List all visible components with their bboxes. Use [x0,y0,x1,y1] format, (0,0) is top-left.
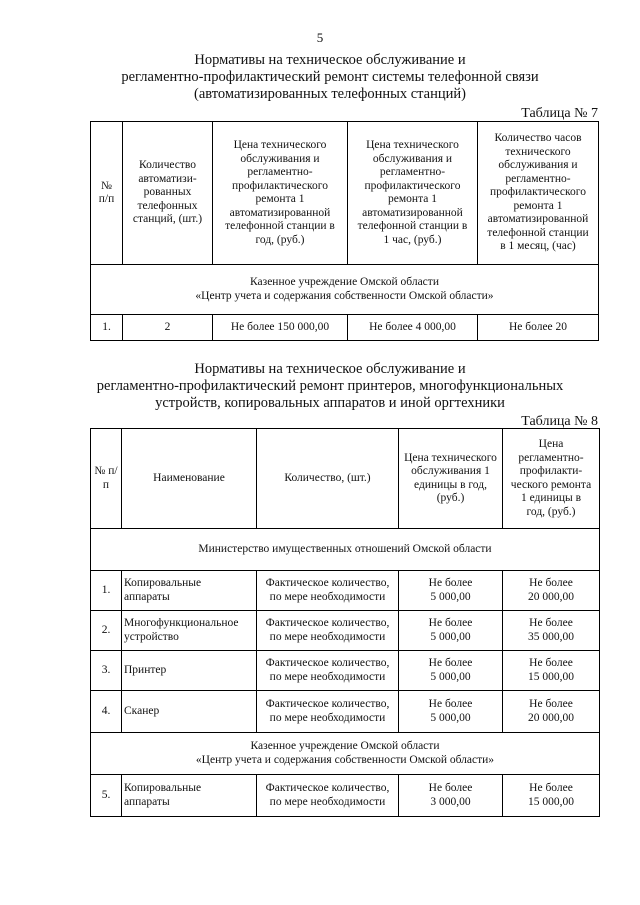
row-service-price: Не более 3 000,00 [399,775,503,817]
table-row [91,691,600,733]
table7-row-hours-month: Не более 20 [478,315,599,341]
row-num: 5. [91,775,122,817]
row-name: Копировальные аппараты [122,775,257,817]
table8-header-row [91,429,600,529]
table8-title [60,361,600,412]
row-service-price: Не более 5 000,00 [399,651,503,691]
row-qty: Фактическое количество, по мере необходимости [257,611,399,651]
table8-section-title: Министерство имущественных отношений Омской области [91,529,600,571]
table7 [90,121,599,341]
row-repair-price: Не более 35 000,00 [503,611,600,651]
table7-section-row [91,265,599,315]
row-name: Принтер [122,651,257,691]
row-name: Многофункциональное устройство [122,611,257,651]
table8-header-qty: Количество, (шт.) [257,429,399,529]
table7-header-price-hour: Цена технического обслуживания и регламентно- профилактического ремонта 1 автоматизированной телефонной станции в 1 час, (руб.) [348,122,478,265]
row-repair-price: Не более 15 000,00 [503,651,600,691]
row-qty: Фактическое количество, по мере необходимости [257,651,399,691]
table8-title-line: регламентно-профилактический ремонт принтеров, многофункциональных [96,378,564,394]
row-qty: Фактическое количество, по мере необходимости [257,775,399,817]
table7-header-hours-month: Количество часов технического обслуживания и регламентно- профилактического ремонта 1 автоматизированной телефонной станции в 1 месяц, (час) [478,122,599,265]
table8-section-row [91,529,600,571]
row-name: Сканер [122,691,257,733]
table-row [91,571,600,611]
table8 [90,428,600,817]
table7-row-num: 1. [91,315,123,341]
table8-section-title: Казенное учреждение Омской области «Центр учета и содержания собственности Омской области» [91,733,600,775]
row-repair-price: Не более 15 000,00 [503,775,600,817]
row-num: 3. [91,651,122,691]
row-service-price: Не более 5 000,00 [399,571,503,611]
table7-title-line: (автоматизированных телефонных станций) [194,86,466,102]
table8-section-row [91,733,600,775]
table-row [91,651,600,691]
table8-header-num: № п/п [91,429,122,529]
table-row [91,315,599,341]
row-qty: Фактическое количество, по мере необходимости [257,691,399,733]
table7-title [60,52,600,103]
table7-label: Таблица № 7 [521,106,598,121]
page-number: 5 [316,30,324,45]
table7-header-row [91,122,599,265]
row-service-price: Не более 5 000,00 [399,611,503,651]
table8-header-name: Наименование [122,429,257,529]
table8-label: Таблица № 8 [521,414,598,429]
table8-header-service-price: Цена технического обслуживания 1 единицы в год, (руб.) [399,429,503,529]
table-row [91,611,600,651]
table7-row-qty: 2 [123,315,213,341]
table7-header-qty: Количество автоматизи- рованных телефонных станций, (шт.) [123,122,213,265]
row-num: 1. [91,571,122,611]
table8-header-repair-price: Цена регламентно- профилакти- ческого ремонта 1 единицы в год, (руб.) [503,429,600,529]
table-row [91,775,600,817]
row-service-price: Не более 5 000,00 [399,691,503,733]
row-repair-price: Не более 20 000,00 [503,691,600,733]
row-qty: Фактическое количество, по мере необходимости [257,571,399,611]
table8-title-line: Нормативы на техническое обслуживание и [194,361,466,377]
table7-title-line: Нормативы на техническое обслуживание и [194,52,466,68]
row-num: 2. [91,611,122,651]
table7-title-line: регламентно-профилактический ремонт системы телефонной связи [121,69,539,85]
row-repair-price: Не более 20 000,00 [503,571,600,611]
row-num: 4. [91,691,122,733]
row-name: Копировальные аппараты [122,571,257,611]
table7-section-title: Казенное учреждение Омской области «Центр учета и содержания собственности Омской области» [91,265,599,315]
table7-header-price-year: Цена технического обслуживания и регламентно- профилактического ремонта 1 автоматизированной телефонной станции в год, (руб.) [213,122,348,265]
table7-row-price-hour: Не более 4 000,00 [348,315,478,341]
table7-row-price-year: Не более 150 000,00 [213,315,348,341]
table7-header-num: № п/п [91,122,123,265]
table8-title-line: устройств, копировальных аппаратов и иной оргтехники [155,395,505,411]
